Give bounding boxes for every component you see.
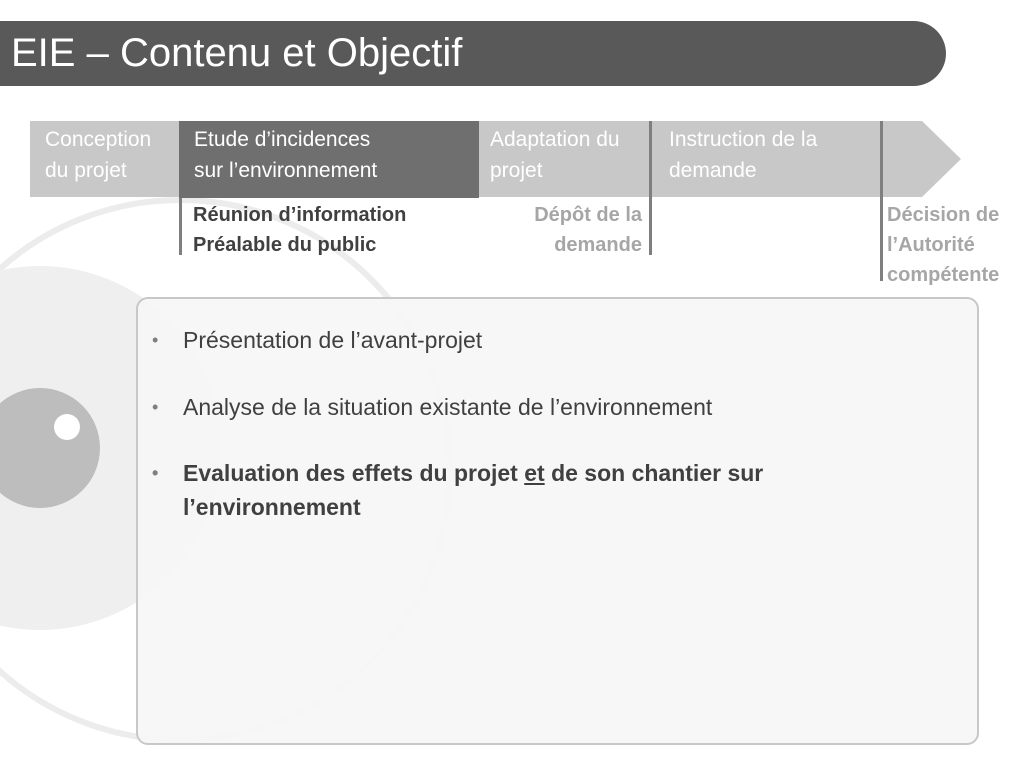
stage-instruction: [669, 124, 817, 186]
bullet-text: Analyse de la situation existante de l’environnement: [183, 394, 713, 420]
stage-conception: [45, 124, 151, 186]
milestone-decision-line2: l’Autorité: [887, 234, 975, 256]
page-title: EIE – Contenu et Objectif: [11, 31, 463, 75]
milestone-marker-depot: [649, 121, 652, 255]
bullet-dot: •: [152, 397, 159, 417]
milestone-reunion-line2: Préalable du public: [193, 234, 377, 256]
milestone-decision-line3: compétente: [887, 264, 1000, 286]
stage-etude-incidences: [194, 124, 377, 186]
bullet-text: Présentation de l’avant-projet: [183, 327, 483, 353]
milestone-marker-reunion: [179, 198, 182, 255]
milestone-marker-decision: [880, 121, 883, 281]
milestone-depot-line1: Dépôt de la: [534, 204, 642, 226]
stage-instruction-line1: Instruction de la: [669, 128, 818, 151]
bullet-text-before: Evaluation des effets du projet: [183, 460, 525, 486]
bullet-item-presentation: [152, 323, 863, 357]
bullet-item-analyse: [152, 390, 863, 424]
bullet-dot: •: [152, 463, 159, 483]
milestone-decision: [887, 200, 999, 290]
stage-etude-line1: Etude d’incidences: [194, 128, 371, 151]
milestone-reunion-line1: Réunion d’information: [193, 204, 407, 226]
stage-etude-line2: sur l’environnement: [194, 159, 378, 182]
content-box: [136, 297, 979, 745]
bullet-item-evaluation: [152, 456, 863, 524]
bullet-text-after: de son chantier sur l’environnement: [183, 460, 764, 520]
milestone-depot: [534, 200, 642, 260]
bullet-dot: •: [152, 330, 159, 350]
stage-adaptation-line2: projet: [490, 159, 543, 182]
stage-adaptation-line1: Adaptation du: [490, 128, 620, 151]
milestone-reunion: [193, 200, 406, 260]
milestone-depot-line2: demande: [554, 234, 642, 256]
stage-instruction-line2: demande: [669, 159, 757, 182]
stage-conception-line1: Conception: [45, 128, 152, 151]
stage-conception-line2: du projet: [45, 159, 127, 182]
stage-adaptation: [490, 124, 620, 186]
bullet-text-underlined: et: [524, 460, 545, 486]
milestone-decision-line1: Décision de: [887, 204, 1000, 226]
